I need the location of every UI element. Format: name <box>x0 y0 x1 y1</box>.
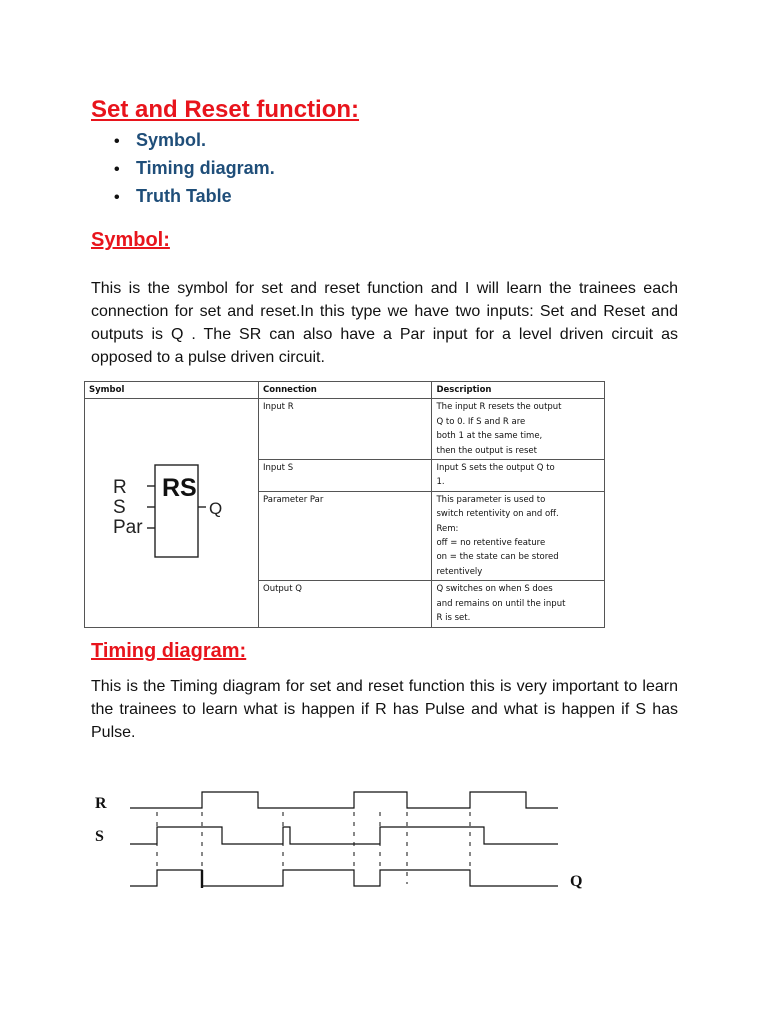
symbol-heading: Symbol: <box>91 229 170 251</box>
connection-cell: Parameter Par <box>259 491 432 580</box>
column-header: Description <box>432 382 605 399</box>
description-line: both 1 at the same time, <box>436 431 543 442</box>
timing-heading: Timing diagram: <box>91 640 247 662</box>
input-s-label: S <box>113 497 126 519</box>
description-line: This parameter is used to <box>436 494 546 505</box>
description-line: Q switches on when S does <box>436 584 553 595</box>
rs-symbol-graphic <box>85 399 258 612</box>
symbol-table <box>84 381 605 628</box>
input-par-label: Par <box>113 517 143 539</box>
connection-cell: Input R <box>259 399 432 460</box>
description-line: off = no retentive feature <box>436 538 546 549</box>
topic-label: Timing diagram. <box>136 158 275 178</box>
timing-paragraph: This is the Timing diagram for set and reset function this is very important to learn the trainees to learn what is happen if R has Pulse and what is happen if S has Pulse. <box>91 678 678 741</box>
bullet-icon: • <box>114 189 120 206</box>
description-line: then the output is reset <box>436 445 537 456</box>
connection-cell: Output Q <box>259 581 432 627</box>
output-q-label: Q <box>209 499 223 519</box>
signal-q-waveform <box>130 870 558 886</box>
timing-diagram <box>0 770 768 910</box>
description-line: 1. <box>436 477 445 488</box>
description-line: R is set. <box>436 613 471 624</box>
signal-s-waveform <box>130 827 558 844</box>
timing-guide-lines <box>157 812 470 884</box>
signal-q-label: Q <box>570 873 583 890</box>
description-line: switch retentivity on and off. <box>436 509 559 520</box>
topic-list <box>114 126 275 210</box>
topic-label: Truth Table <box>136 186 232 206</box>
topic-label: Symbol. <box>136 130 207 150</box>
bullet-icon: • <box>114 161 120 178</box>
description-line: Rem: <box>436 523 459 534</box>
signal-r-label: R <box>95 795 107 812</box>
description-line: Input S sets the output Q to <box>436 463 555 474</box>
rs-block-label: RS <box>162 474 197 503</box>
description-line: The input R resets the output <box>436 402 562 413</box>
symbol-paragraph: This is the symbol for set and reset function and I will learn the trainees each connection for set and reset.In this type we have two inputs: Set and Reset and outputs is Q . The SR can also have a Par input for a level driven circuit as opposed to a pulse driven circuit. <box>91 280 678 366</box>
topic-item <box>114 154 275 182</box>
description-cell <box>432 491 605 580</box>
symbol-cell <box>85 399 259 627</box>
connection-cell: Input S <box>259 460 432 492</box>
table-header-row <box>85 382 605 399</box>
description-cell <box>432 581 605 627</box>
description-line: and remains on until the input <box>436 598 566 609</box>
bullet-icon: • <box>114 133 120 150</box>
description-line: on = the state can be stored <box>436 552 559 563</box>
description-line: Q to 0. If S and R are <box>436 416 526 427</box>
description-cell <box>432 399 605 460</box>
description-cell <box>432 460 605 492</box>
description-line: retentively <box>436 566 483 577</box>
signal-r-waveform <box>130 792 558 808</box>
page-title: Set and Reset function: <box>91 96 360 123</box>
table-row <box>85 399 605 460</box>
input-r-label: R <box>113 477 127 499</box>
topic-item <box>114 126 275 154</box>
topic-item <box>114 182 275 210</box>
column-header: Connection <box>259 382 432 399</box>
signal-s-label: S <box>95 828 104 845</box>
column-header: Symbol <box>85 382 259 399</box>
